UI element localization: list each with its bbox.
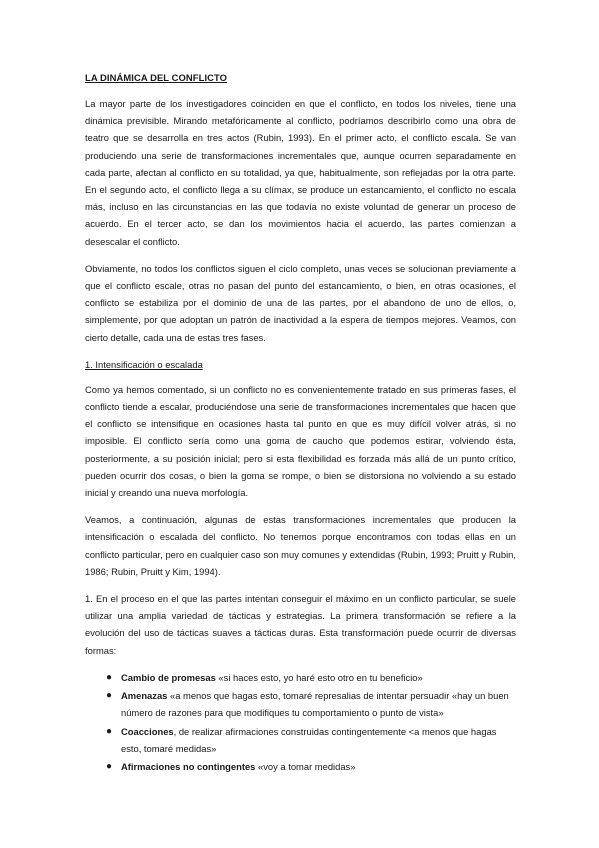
list-item-text: «si haces esto, yo haré esto otro en tu beneficio» (215, 671, 423, 683)
list-item-text: , de realizar afirmaciones construidas contingentemente <a menos que hagas esto, tomaré medidas» (121, 725, 497, 754)
list-item-term: Cambio de promesas (121, 671, 216, 683)
section-heading: 1. Intensificación o escalada (85, 358, 203, 370)
bullet-icon: ● (106, 760, 113, 772)
paragraph-intro: La mayor parte de los investigadores coinciden en que el conflicto, en todos los niveles, tiene una dinámica previsible. Mirando metafóricamente al conflicto, podríamos describirlo como una obra de teatro que se desarrolla en tres actos (Rubin, 1993). En el primer acto, el conflicto escala. Se van produciendo una serie de transformaciones incrementales que, aunque ocurren separadamente en cada parte, afectan al conflicto en su totalidad, ya que, habitualmente, son reflejadas por la otra parte. En el segundo acto, el conflicto llega a su clímax, se produce un estancamiento, el conflicto no escala más, incluso en las circunstancias en las que todavía no existe voluntad de generar un proceso de acuerdo. En el tercer acto, se dan los movimientos hacia el acuerdo, las partes comienzan a desescalar el conflicto. (85, 98, 516, 247)
list-item-text: «voy a tomar medidas» (255, 760, 356, 772)
list-item-term: Amenazas (121, 690, 168, 702)
list-item (106, 669, 516, 686)
bullet-icon: ● (106, 671, 113, 683)
bullet-icon: ● (106, 725, 113, 737)
paragraph-tactics: 1. En el proceso en el que las partes intentan conseguir el máximo en un conflicto particular, se suele utilizar una amplia variedad de tácticas y estrategias. La primera transformación se refiere a la evolución del uso de tácticas suaves a tácticas duras. Esta transformación puede ocurrir de diversas formas: (85, 593, 516, 656)
bullet-icon: ● (106, 690, 113, 702)
list-item-text: «a menos que hagas esto, tomaré represalias de intentar persuadir «hay un buen número de razones para que modifiques tu comportamiento o punto de vista» (121, 690, 509, 719)
document-title: LA DINÁMICA DEL CONFLICTO (85, 72, 228, 83)
paragraph-escalation: Como ya hemos comentado, si un conflicto no es convenientemente tratado en sus primeras fases, el conflicto tiende a escalar, produciéndose una serie de transformaciones incrementales que hacen que el conflicto se intensifique en ocasiones hasta tal punto en que es muy difícil volver atrás, si no imposible. El conflicto sería como una goma de caucho que podemos estirar, volviendo ésta, posteriormente, a su posición inicial; pero si esta flexibilidad es forzada más allá de un punto crítico, pueden ocurrir dos cosas, o bien la goma se rompe, o bien se distorsiona no volviendo a su estado inicial y creando una nueva morfología. (85, 383, 516, 499)
list-item (106, 723, 516, 757)
list-item (106, 758, 516, 775)
list-item (106, 687, 516, 721)
tactics-list (85, 669, 516, 775)
paragraph-cycle: Obviamente, no todos los conflictos siguen el ciclo completo, unas veces se solucionan previamente a que el conflicto escale, otras no pasan del punto del estancamiento, o bien, en otras ocasiones, el conflicto se estabiliza por el dominio de una de las partes, por el abandono de uno de ellos, o, simplemente, por que adoptan un patrón de inactividad a la espera de tiempos mejores. Veamos, con cierto detalle, cada una de estas tres fases. (85, 262, 516, 343)
paragraph-transformations: Veamos, a continuación, algunas de estas transformaciones incrementales que producen la intensificación o escalada del conflicto. No tenemos porque encontramos con todas ellas en un conflicto particular, pero en cualquier caso son muy comunes y extendidas (Rubin, 1993; Pruitt y Rubin, 1986; Rubin, Pruitt y Kim, 1994). (85, 514, 516, 577)
list-item-term: Afirmaciones no contingentes (121, 760, 256, 772)
list-item-term: Coacciones (121, 725, 174, 737)
